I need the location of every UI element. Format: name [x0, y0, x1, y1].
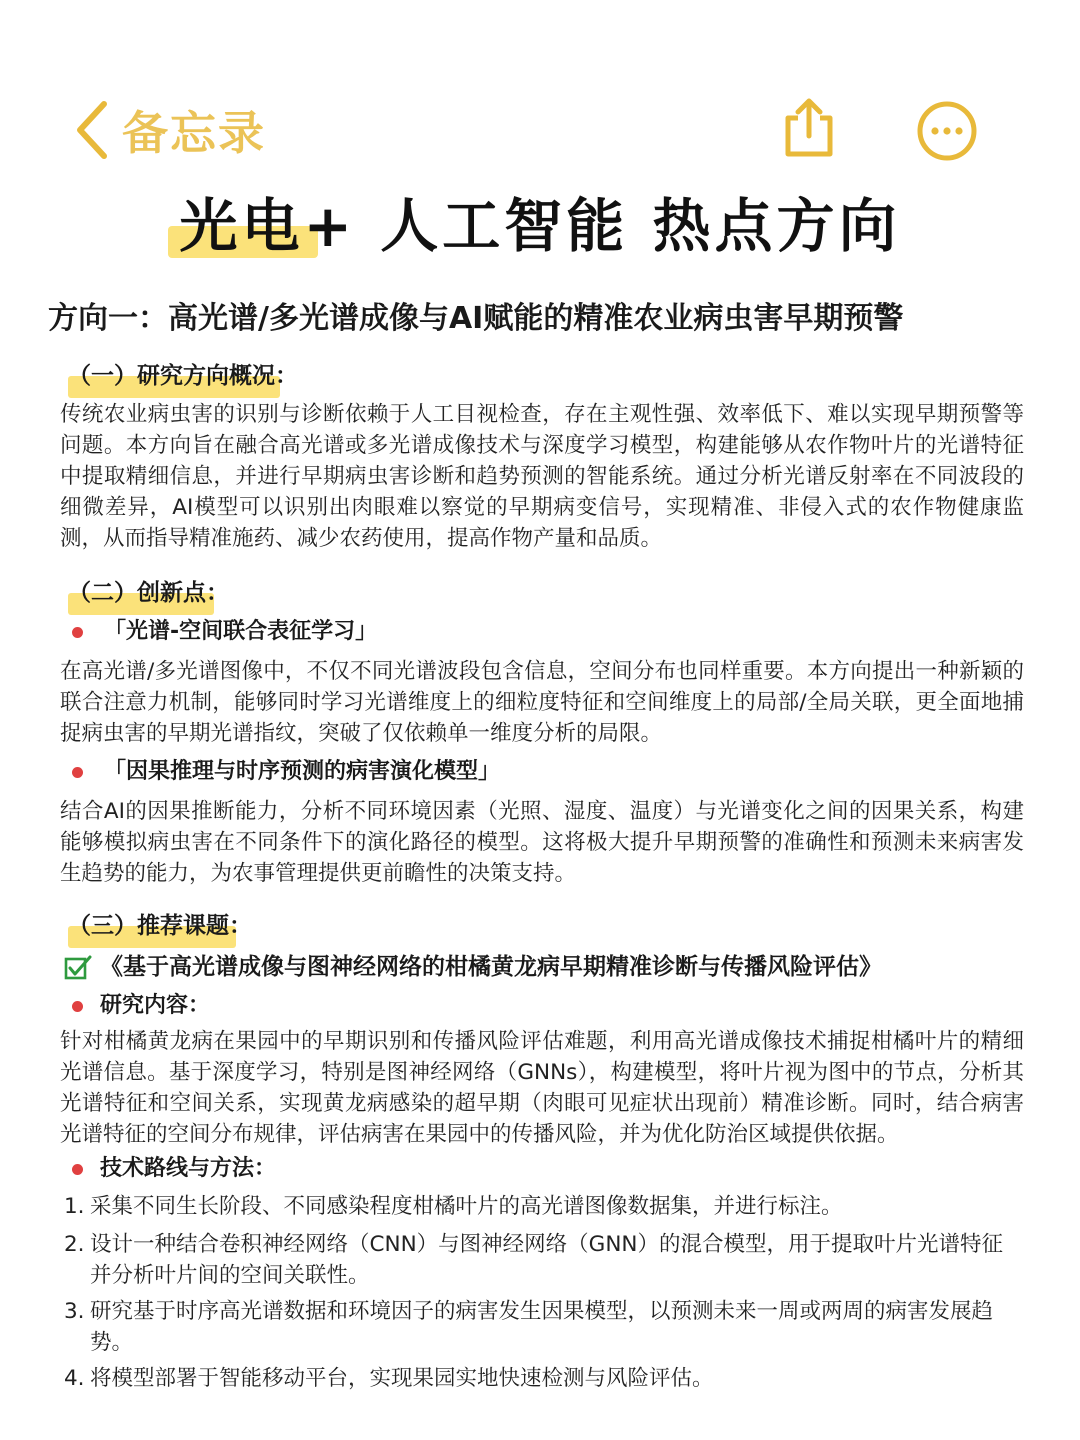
- list-text: 设计一种结合卷积神经网络（CNN）与图神经网络（GNN）的混合模型，用于提取叶片光谱特征并分析叶片间的空间关联性。: [90, 1232, 1004, 1288]
- chevron-left-icon: [72, 98, 114, 162]
- back-label: 备忘录: [122, 106, 266, 160]
- topics-label: （三）推荐课题：: [68, 913, 252, 939]
- list-number: 4.: [64, 1366, 85, 1391]
- direction-title: 方向一：高光谱/多光谱成像与AI赋能的精准农业病虫害早期预警: [48, 301, 904, 336]
- innovation-item-title: 「因果推理与时序预测的病害演化模型」: [104, 759, 501, 784]
- innovation-item-body: 结合AI的因果推断能力，分析不同环境因素（光照、湿度、温度）与光谱变化之间的因果关系，构建能够模拟病虫害在不同条件下的演化路径的模型。这将极大提升早期预警的准确性和预测未来病害发生趋势的能力，为农事管理提供更前瞻性的决策支持。: [60, 799, 1024, 886]
- bullet-icon: [72, 767, 83, 778]
- back-button[interactable]: [72, 98, 282, 162]
- list-item: [64, 1363, 1024, 1394]
- method-label: 技术路线与方法：: [100, 1156, 277, 1181]
- share-icon[interactable]: [780, 96, 838, 160]
- bullet-icon: [72, 1001, 83, 1012]
- overview-body: 传统农业病虫害的识别与诊断依赖于人工目视检查，存在主观性强、效率低下、难以实现早期预警等问题。本方向旨在融合高光谱或多光谱成像技术与深度学习模型，构建能够从农作物叶片的光谱特征中提取精细信息，并进行早期病虫害诊断和趋势预测的智能系统。通过分析光谱反射率在不同波段的细微差异，AI模型可以识别出肉眼难以察觉的早期病变信号，实现精准、非侵入式的农作物健康监测，从而指导精准施药、减少农药使用，提高作物产量和品质。: [60, 402, 1024, 551]
- more-icon[interactable]: [916, 100, 978, 162]
- title-container: [0, 186, 1080, 266]
- list-number: 1.: [64, 1194, 85, 1219]
- list-number: 3.: [64, 1299, 85, 1324]
- innovation-item-title: 「光谱-空间联合表征学习」: [104, 619, 378, 644]
- overview-label: （一）研究方向概况：: [68, 363, 298, 389]
- research-label: 研究内容：: [100, 993, 211, 1018]
- checkbox-checked-icon: [64, 954, 92, 980]
- list-item: [64, 1191, 1024, 1222]
- research-body: 针对柑橘黄龙病在果园中的早期识别和传播风险评估难题，利用高光谱成像技术捕捉柑橘叶片的精细光谱信息。基于深度学习，特别是图神经网络（GNNs），构建模型，将叶片视为图中的节点，分析其光谱特征和空间关系，实现黄龙病感染的超早期（肉眼可见症状出现前）精准诊断。同时，结合病害光谱特征的空间分布规律，评估病害在果园中的传播风险，并为优化防治区域提供依据。: [60, 1029, 1024, 1147]
- bullet-icon: [72, 627, 83, 638]
- list-item: [64, 1296, 1024, 1358]
- list-text: 将模型部署于智能移动平台，实现果园实地快速检测与风险评估。: [90, 1366, 714, 1391]
- innovation-label: （二）创新点：: [68, 580, 229, 606]
- list-text: 采集不同生长阶段、不同感染程度柑橘叶片的高光谱图像数据集，并进行标注。: [90, 1194, 843, 1219]
- topic-title: 《基于高光谱成像与图神经网络的柑橘黄龙病早期精准诊断与传播风险评估》: [100, 954, 882, 980]
- innovation-item-body: 在高光谱/多光谱图像中，不仅不同光谱波段包含信息，空间分布也同样重要。本方向提出一种新颖的联合注意力机制，能够同时学习光谱维度上的细粒度特征和空间维度上的局部/全局关联，更全面地捕捉病虫害的早期光谱指纹，突破了仅依赖单一维度分析的局限。: [60, 659, 1024, 746]
- page-title: 光电+ 人工智能 热点方向: [179, 192, 901, 260]
- list-item: [64, 1229, 1024, 1291]
- bullet-icon: [72, 1164, 83, 1175]
- list-number: 2.: [64, 1232, 85, 1257]
- list-text: 研究基于时序高光谱数据和环境因子的病害发生因果模型，以预测未来一周或两周的病害发展趋势。: [90, 1299, 994, 1355]
